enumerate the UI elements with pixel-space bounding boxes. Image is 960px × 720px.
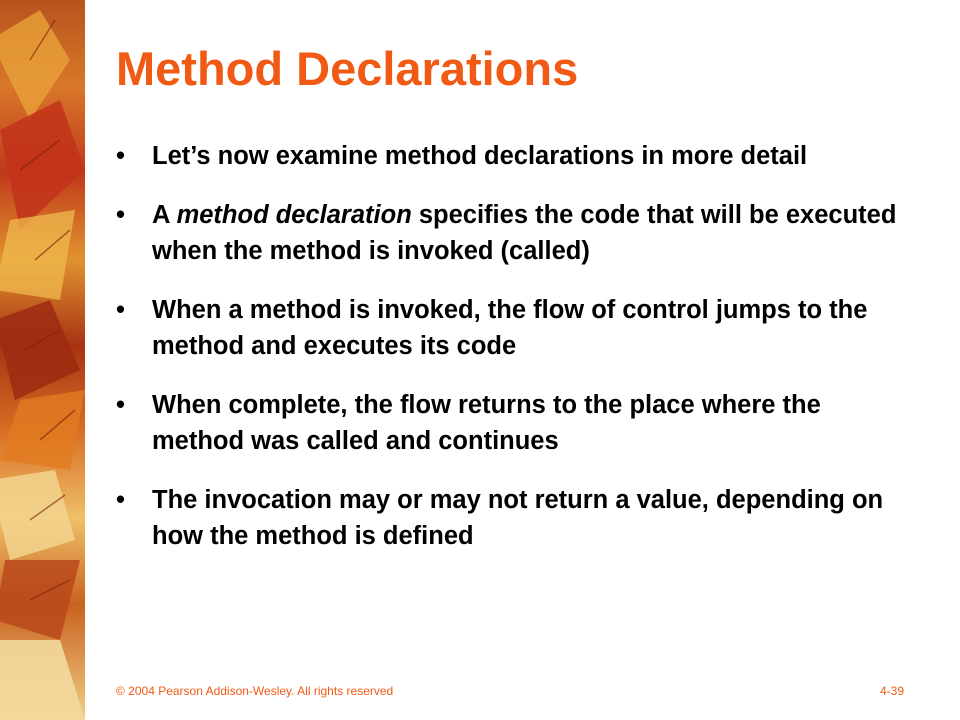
copyright-footer: © 2004 Pearson Addison-Wesley. All rights reserved (116, 684, 394, 698)
bullet-marker: • (116, 296, 125, 324)
bullet-text: The invocation may or may not return a value, depending on how the method is defined (152, 486, 884, 550)
autumn-leaves-decoration (0, 0, 85, 720)
leaf-pattern (0, 0, 85, 720)
bullet-marker: • (116, 201, 125, 229)
bullet-text-end: specifies the code that will be executed when the method is invoked (called) (152, 201, 897, 265)
bullet-item (116, 292, 916, 364)
bullet-item (116, 197, 916, 269)
bullet-marker: • (116, 486, 125, 514)
emphasized-term: method declaration (176, 201, 412, 229)
bullet-item (116, 138, 916, 174)
bullet-list (116, 138, 916, 577)
bullet-text-start: A (152, 201, 177, 229)
bullet-marker: • (116, 391, 125, 419)
bullet-item (116, 482, 916, 554)
slide-number: 4-39 (880, 684, 905, 698)
bullet-item (116, 387, 916, 459)
bullet-text: When complete, the flow returns to the place where the method was called and continues (152, 391, 821, 455)
slide-title: Method Declarations (116, 42, 579, 95)
bullet-marker: • (116, 142, 125, 170)
bullet-text: Let’s now examine method declarations in more detail (152, 142, 808, 170)
bullet-text: When a method is invoked, the flow of control jumps to the method and executes its code (152, 296, 868, 360)
